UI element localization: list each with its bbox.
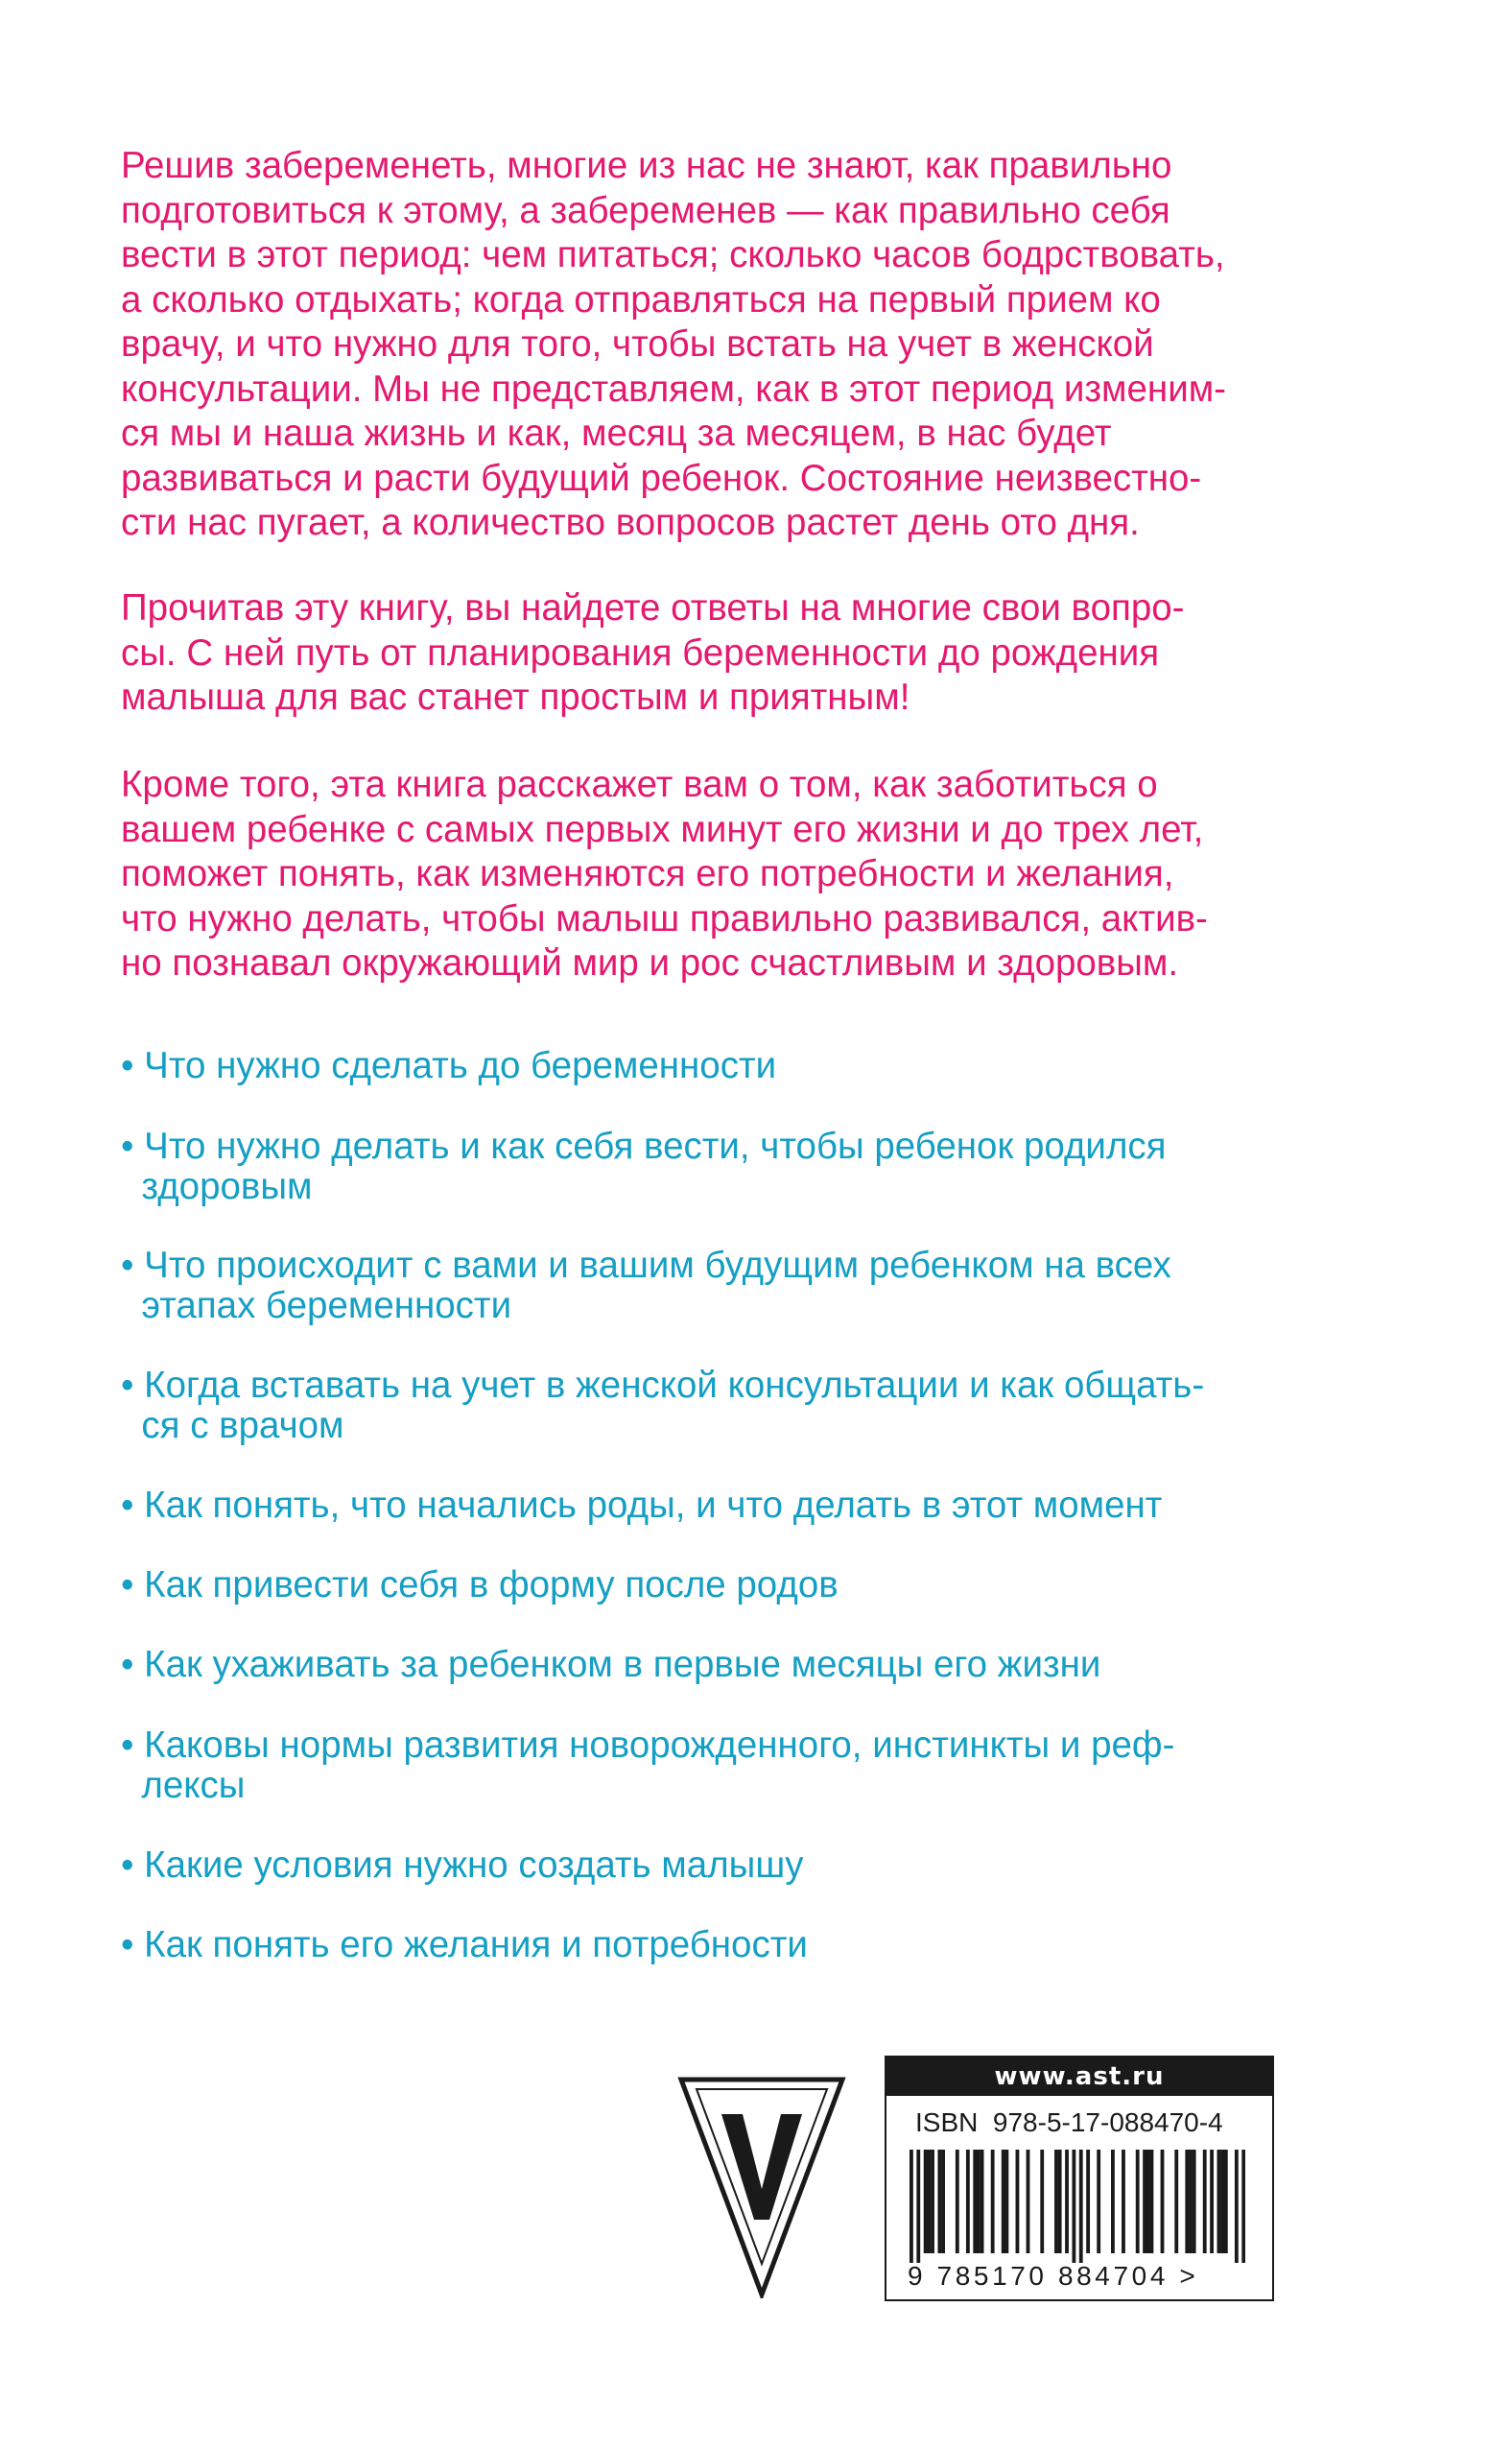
barcode-bar [1054,2150,1058,2253]
barcode-bar [1241,2150,1245,2263]
feature-item: • Когда вставать на учет в женской консультации и как общать- ся с врачом [121,1365,1205,1446]
barcode-bars [910,2150,1245,2263]
barcode-bar [1097,2150,1100,2253]
isbn-label: ISBN 978-5-17-088470-4 [915,2107,1223,2137]
feature-item: • Что нужно сделать до беременности [121,1045,777,1086]
barcode-bar [1189,2150,1193,2253]
barcode-digits: 9 785170 884704 > [908,2261,1199,2291]
barcode-bar [1224,2150,1228,2253]
intro-paragraph-3: Кроме того, эта книга расскажет вам о том, как заботиться о вашем ребенке с самых первых минут его жизни и до трех лет, поможет понять, как изменяются его потребности и желания, что нужно делать, чтобы малыш правильно развивался, актив- но познавал окружающий мир и рос счастливым и здоровым. [121,764,1208,984]
intro-paragraph-2: Прочитав эту книгу, вы найдете ответы на многие свои вопро- сы. С ней путь от планирования беременности до рождения малыша для вас станет простым и приятным! [121,587,1185,718]
barcode-bar [1161,2150,1165,2253]
barcode-bar [973,2150,977,2253]
barcode-bar [1016,2150,1020,2253]
barcode-bar [941,2150,945,2253]
barcode-bar [1072,2150,1075,2263]
barcode-bar [1143,2150,1146,2253]
barcode-bar [956,2150,959,2253]
barcode-bar [937,2150,941,2253]
barcode-bar [1210,2150,1214,2253]
barcode-bar [916,2150,920,2263]
intro-paragraph-1: Решив забеременеть, многие из нас не знают, как правильно подготовиться к этому, а забеременев — как правильно себя вести в этот период: чем питаться; сколько часов бодрствовать, а сколько отдыхать; когда отправляться на первый прием ко врачу, и что нужно для того, чтобы встать на учет в женской консультации. Мы не представляем, как в этот период изменим- ся мы и наша жизнь и как, месяц за месяцем, в нас будет развиваться и расти будущий ребенок. Состояние неизвестно- сти нас пугает, а количество вопросов растет день ото дня. [121,145,1226,543]
barcode-bar [910,2150,913,2263]
barcode-bar [1122,2150,1125,2253]
barcode-bar [1065,2150,1069,2253]
barcode-bar [1004,2150,1008,2253]
barcode-bar [1002,2150,1005,2253]
barcode-bar [1111,2150,1115,2253]
barcode-bar [1058,2150,1062,2253]
barcode-bar [1235,2150,1239,2263]
barcode-bar [980,2150,984,2253]
feature-item: • Каковы нормы развития новорожденного, инстинкты и реф- лексы [121,1725,1175,1806]
barcode-bar [927,2150,931,2253]
barcode-bar [1193,2150,1196,2253]
feature-item: • Что происходит с вами и вашим будущим ребенком на всех этапах беременности [121,1245,1171,1326]
barcode-bar [1027,2150,1030,2253]
barcode-bar [1150,2150,1154,2253]
barcode-bar [977,2150,980,2253]
barcode-bar [924,2150,928,2253]
barcode-bar [1079,2150,1083,2263]
feature-item: • Какие условия нужно создать малышу [121,1844,804,1886]
barcode-bar [1217,2150,1221,2253]
barcode-bar [1185,2150,1189,2253]
feature-item: • Как ухаживать за ребенком в первые месяцы его жизни [121,1644,1101,1685]
barcode-bar [931,2150,934,2253]
barcode-bar [991,2150,995,2253]
barcode-bar [1174,2150,1178,2253]
barcode-bar [1203,2150,1207,2253]
barcode-bar [1040,2150,1044,2253]
feature-item: • Как привести себя в форму после родов [121,1564,839,1606]
barcode-bar [1146,2150,1150,2253]
feature-item: • Как понять, что начались роды, и что делать в этот момент [121,1485,1163,1526]
barcode-block [885,2056,1274,2301]
barcode-bar [1086,2150,1090,2253]
publisher-url: www.ast.ru [886,2058,1272,2096]
feature-item: • Что нужно делать и как себя вести, чтобы ребенок родился здоровым [121,1126,1167,1207]
barcode-bar [966,2150,970,2253]
barcode-bar [1220,2150,1224,2253]
v-triangle-logo-icon [677,2076,846,2298]
barcode-bar [1136,2150,1140,2253]
feature-item: • Как понять его желания и потребности [121,1924,808,1965]
